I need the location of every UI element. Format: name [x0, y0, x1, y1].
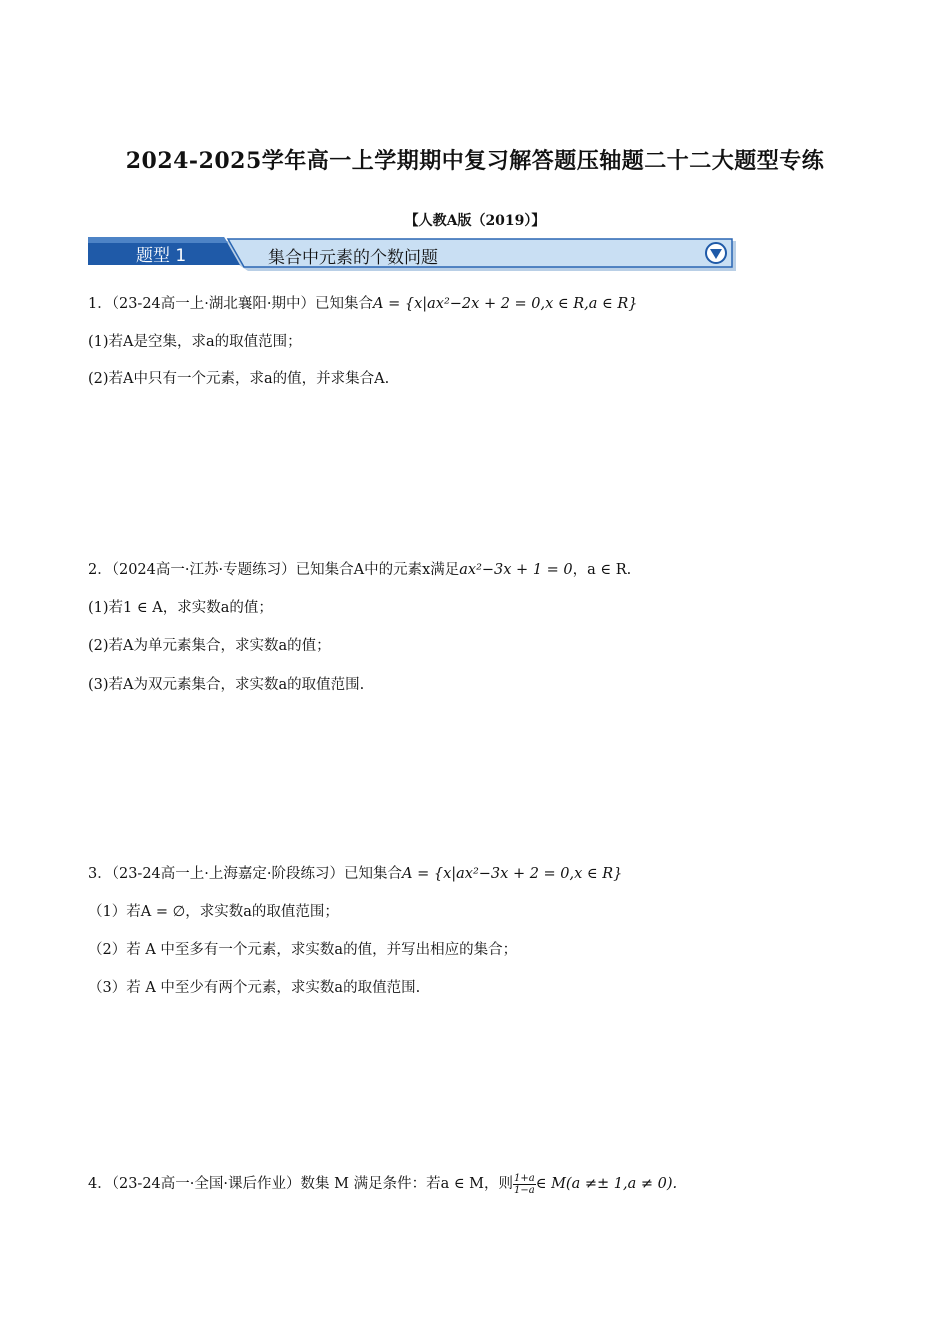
- part-text: 若A中只有一个元素，求a的值，并求集合A.: [108, 371, 390, 387]
- part-label: (2): [88, 638, 109, 654]
- question-number: 1．: [88, 296, 112, 312]
- part-text: 若A是空集，求a的取值范围；: [108, 334, 302, 350]
- question-formula: ax²−3x + 1 = 0: [459, 562, 573, 578]
- question-3-part-3: [88, 976, 420, 997]
- document-title: 2024-2025学年高一上学期期中复习解答题压轴题二十二大题型专练: [125, 148, 825, 174]
- document-subtitle: 【人教A版（2019）】: [404, 213, 546, 229]
- question-3-stem: [88, 862, 622, 883]
- part-text: 若A = ∅，求实数a的取值范围；: [126, 904, 339, 920]
- question-2-part-2: [88, 634, 331, 655]
- question-4-stem: [88, 1172, 677, 1196]
- question-2-part-3: [88, 673, 364, 694]
- fraction-numerator: 1+a: [514, 1172, 535, 1184]
- fraction-denominator: 1−a: [514, 1184, 535, 1196]
- question-text: 已知集合A中的元素x满足: [295, 562, 460, 578]
- question-3-part-2: [88, 938, 517, 959]
- question-1-part-2: [88, 367, 389, 388]
- question-source: （2024高一·江苏·专题练习）: [111, 562, 296, 578]
- part-label: (3): [88, 677, 109, 693]
- section-banner: [88, 237, 736, 271]
- question-number: 4．: [88, 1176, 112, 1192]
- part-label: （3）: [88, 980, 127, 996]
- question-formula: A = {x|ax²−2x + 2 = 0,x ∈ R,a ∈ R}: [373, 296, 638, 312]
- part-label: （2）: [88, 942, 127, 958]
- question-2-part-1: [88, 596, 273, 617]
- part-label: （1）: [88, 904, 127, 920]
- part-text: 若1 ∈ A，求实数a的值；: [108, 600, 273, 616]
- part-text: 若A为单元素集合，求实数a的值；: [108, 638, 331, 654]
- part-label: (2): [88, 371, 109, 387]
- fraction: [513, 1173, 536, 1196]
- question-1-part-1: [88, 330, 302, 351]
- question-1-stem: [88, 292, 638, 313]
- part-label: (1): [88, 600, 109, 616]
- section-title: 集合中元素的个数问题: [268, 248, 438, 268]
- triangle-down-icon[interactable]: [706, 243, 726, 263]
- question-formula: A = {x|ax²−3x + 2 = 0,x ∈ R}: [402, 866, 623, 882]
- question-3-part-1: [88, 900, 339, 921]
- question-text: 已知集合: [315, 296, 374, 312]
- question-number: 2．: [88, 562, 112, 578]
- part-text: 若 A 中至少有两个元素，求实数a的取值范围.: [126, 980, 421, 996]
- question-source: （23-24高一·全国·课后作业）: [111, 1176, 301, 1192]
- part-text: 若A为双元素集合，求实数a的取值范围.: [108, 677, 365, 693]
- part-label: (1): [88, 334, 109, 350]
- question-text-end: ∈ M(a ≠± 1,a ≠ 0).: [535, 1176, 678, 1192]
- question-text: 数集 M 满足条件：若a ∈ M，则: [300, 1176, 514, 1192]
- question-source: （23-24高一上·湖北襄阳·期中）: [111, 296, 316, 312]
- question-text: 已知集合: [344, 866, 403, 882]
- section-tag: 题型 1: [136, 246, 187, 266]
- question-number: 3．: [88, 866, 112, 882]
- question-2-stem: [88, 558, 631, 579]
- part-text: 若 A 中至多有一个元素，求实数a的值，并写出相应的集合；: [126, 942, 518, 958]
- question-text-end: ，a ∈ R.: [572, 562, 632, 578]
- question-source: （23-24高一上·上海嘉定·阶段练习）: [111, 866, 345, 882]
